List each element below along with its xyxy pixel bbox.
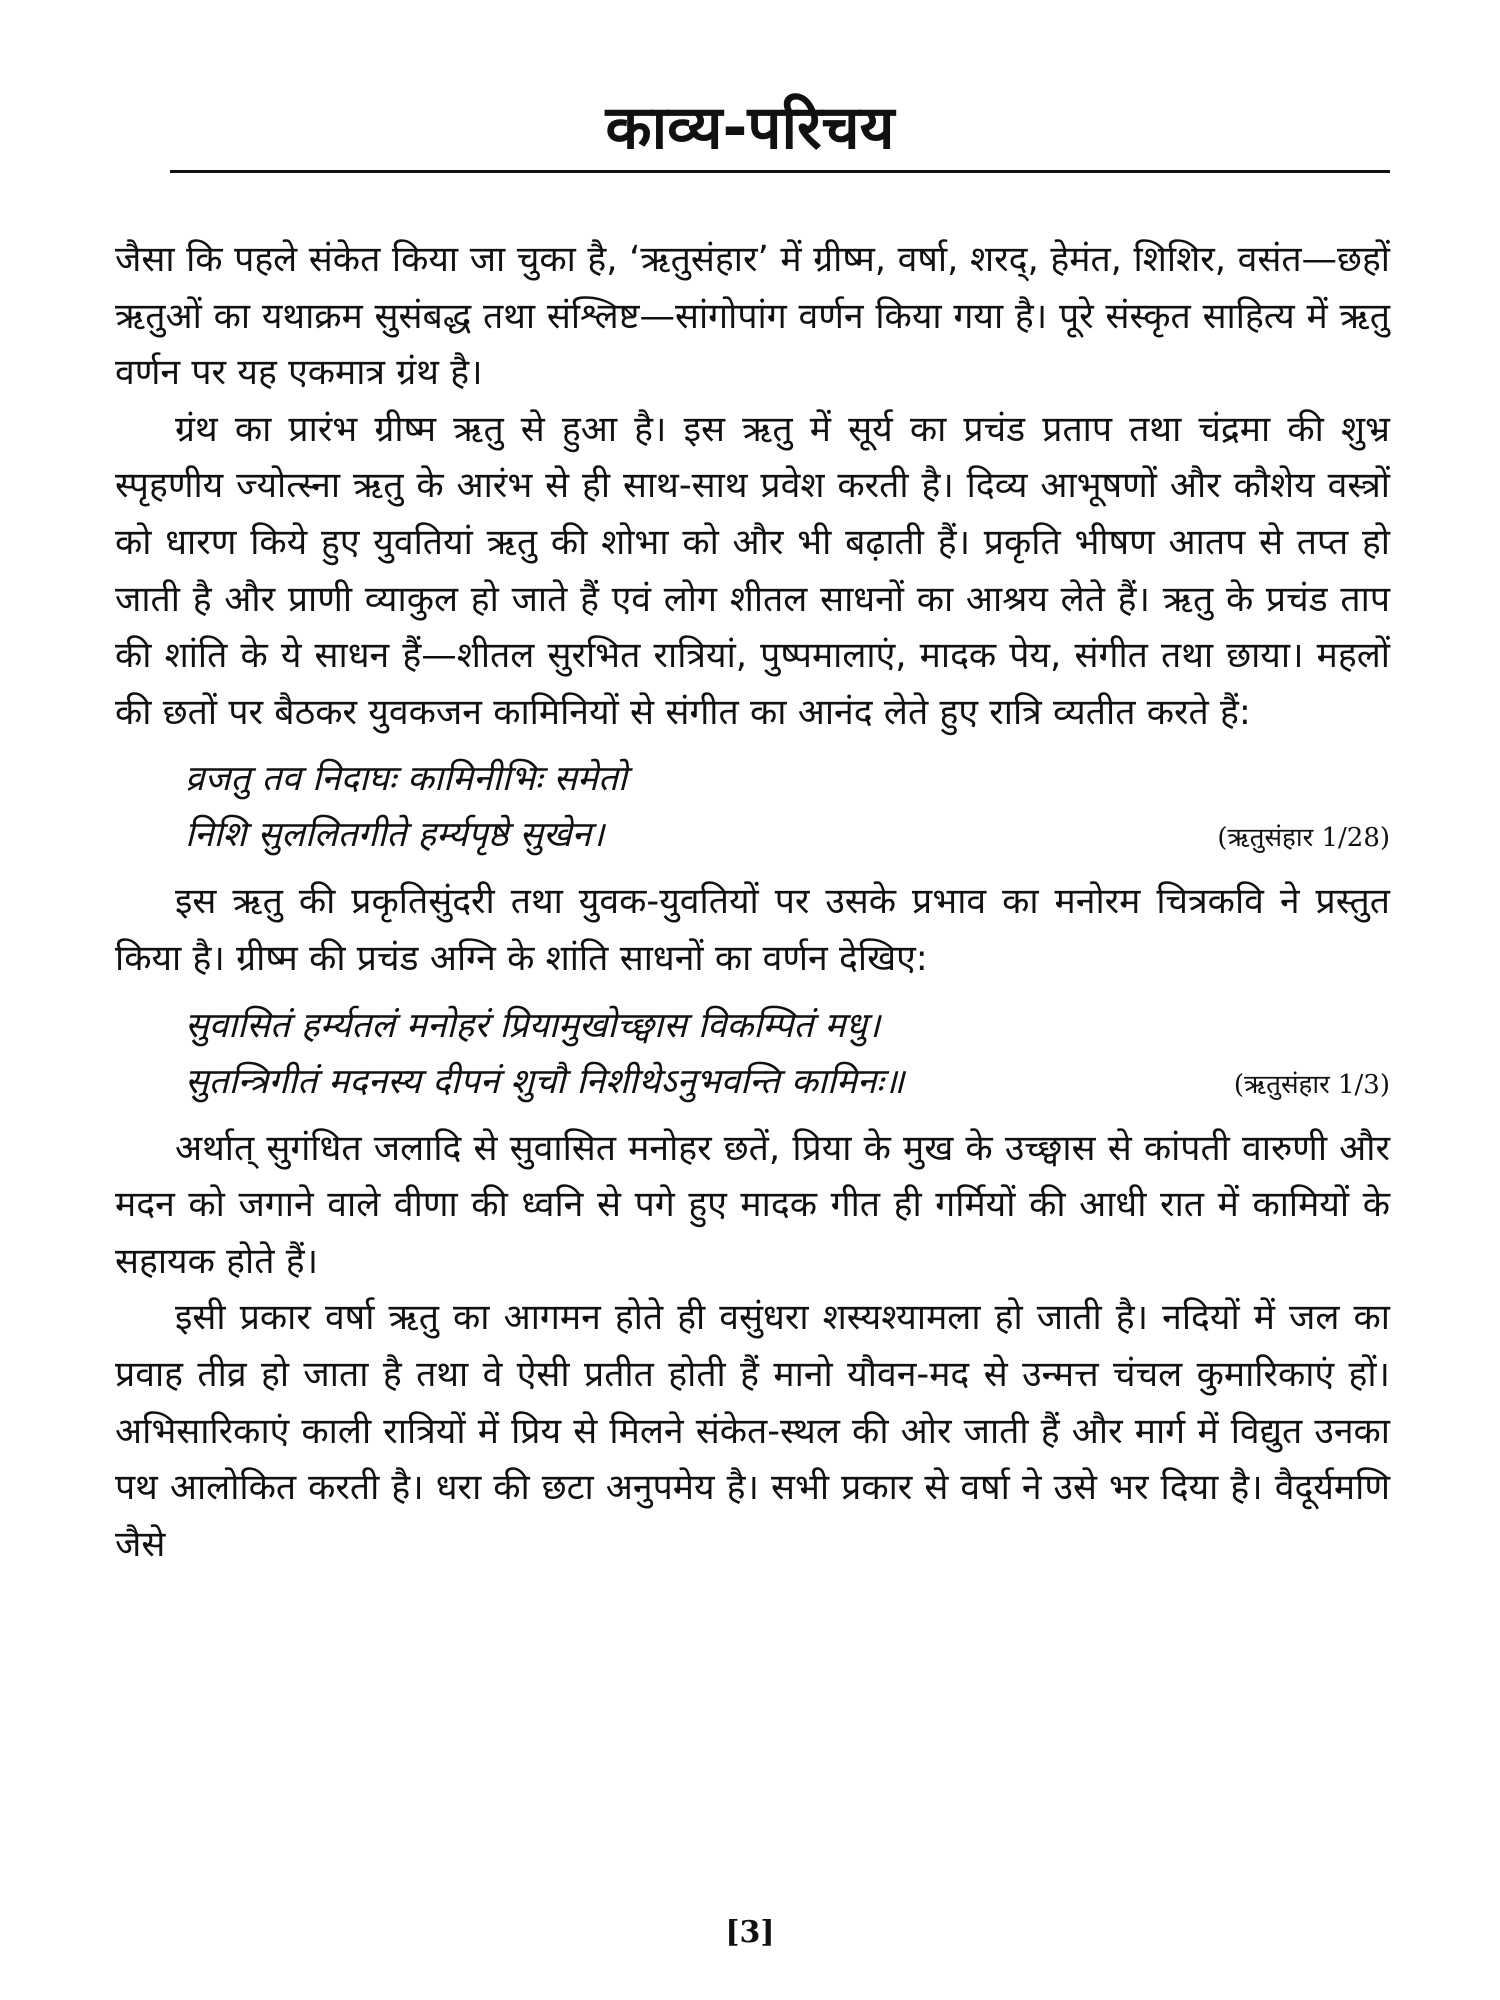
verse-2-line-2 xyxy=(115,1054,1390,1113)
paragraph-arthat xyxy=(115,1121,1390,1291)
page-body xyxy=(115,232,1390,1573)
verse-2-reference: (ऋतुसंहार 1/3) xyxy=(1233,1069,1390,1100)
title-divider xyxy=(170,170,1390,173)
paragraph-varsha-text: इसी प्रकार वर्षा ऋतु का आगमन होते ही वसुंधरा शस्यश्यामला हो जाती है। नदियों में जल का प्रवाह तीव्र हो जाता है तथा वे ऐसी प्रतीत होती हैं मानो यौवन-मद से उन्मत्त चंचल कुमारिकाएं हों। अभिसारिकाएं काली रात्रियों में प्रिय से मिलने संकेत-स्थल की ओर जाती हैं और मार्ग में विद्युत उनका पथ आलोकित करती है। धरा की छटा अनुपमेय है। सभी प्रकार से वर्षा ने उसे भर दिया है। वैदूर्यमणि जैसे xyxy=(115,1297,1390,1565)
paragraph-intro: जैसा कि पहले संकेत किया जा चुका है, ‘ऋतुसंहार’ में ग्रीष्म, वर्षा, शरद्, हेमंत, शिशिर, वसंत—छहों ऋतुओं का यथाक्रम सुसंबद्ध तथा संश्लिष्ट—सांगोपांग वर्णन किया गया है। पूरे संस्कृत साहित्य में ऋतु वर्णन पर यह एकमात्र ग्रंथ है। xyxy=(115,239,1390,394)
paragraph-grishma-text: ग्रंथ का प्रारंभ ग्रीष्म ऋतु से हुआ है। इस ऋतु में सूर्य का प्रचंड प्रताप तथा चंद्रमा की शुभ्र स्पृहणीय ज्योत्स्ना ऋतु के आरंभ से ही साथ-साथ प्रवेश करती है। दिव्य आभूषणों और कौशेय वस्त्रों को धारण किये हुए युवतियां ऋतु की शोभा को और भी बढ़ाती हैं। प्रकृति भीषण आतप से तप्त हो जाती है और प्राणी व्याकुल हो जाते हैं एवं लोग शीतल साधनों का आश्रय लेते हैं। ऋतु के प्रचंड ताप की शांति के ये साधन हैं—शीतल सुरभित रात्रियां, पुष्पमालाएं, मादक पेय, संगीत तथा छाया। महलों की छतों पर बैठकर युवकजन कामिनियों से संगीत का आनंद लेते हुए रात्रि व्यतीत करते हैं: xyxy=(115,408,1390,733)
verse-2-line-1 xyxy=(115,998,1390,1054)
page-title: काव्य-परिचय xyxy=(605,93,895,163)
verse-1-reference: (ऋतुसंहार 1/28) xyxy=(1217,823,1390,854)
verse-1-line-2-text: निशि सुललितगीते हर्म्यपृष्ठे सुखेन। xyxy=(185,815,605,856)
paragraph-grishma xyxy=(115,402,1390,742)
verse-2-line-1-text: सुवासितं हर्म्यतलं मनोहरं प्रियामुखोच्छ्वास विकम्पितं मधु। xyxy=(185,1005,881,1046)
paragraph-varsha xyxy=(115,1290,1390,1573)
verse-block-1 xyxy=(115,751,1390,866)
paragraph-prakriti-text: इस ऋतु की प्रकृतिसुंदरी तथा युवक-युवतियों पर उसके प्रभाव का मनोरम चित्रकवि ने प्रस्तुत किया है। ग्रीष्म की प्रचंड अग्नि के शांति साधनों का वर्णन देखिए: xyxy=(115,881,1390,979)
verse-2-line-2-text: सुतन्त्रिगीतं मदनस्य दीपनं शुचौ निशीथेऽनुभवन्ति कामिनः॥ xyxy=(185,1061,905,1102)
verse-1-line-1-text: व्रजतु तव निदाघः कामिनीभिः समेतो xyxy=(185,759,627,800)
verse-block-2 xyxy=(115,998,1390,1113)
paragraph-arthat-text: अर्थात् सुगंधित जलादि से सुवासित मनोहर छतें, प्रिया के मुख के उच्छ्वास से कांपती वारुणी और मदन को जगाने वाले वीणा की ध्वनि से पगे हुए मादक गीत ही गर्मियों की आधी रात में कामियों के सहायक होते हैं। xyxy=(115,1127,1390,1282)
verse-1-line-1 xyxy=(115,751,1390,807)
paragraph-prakriti xyxy=(115,874,1390,987)
page-number: [3] xyxy=(725,1915,775,1950)
verse-1-line-2 xyxy=(115,807,1390,866)
